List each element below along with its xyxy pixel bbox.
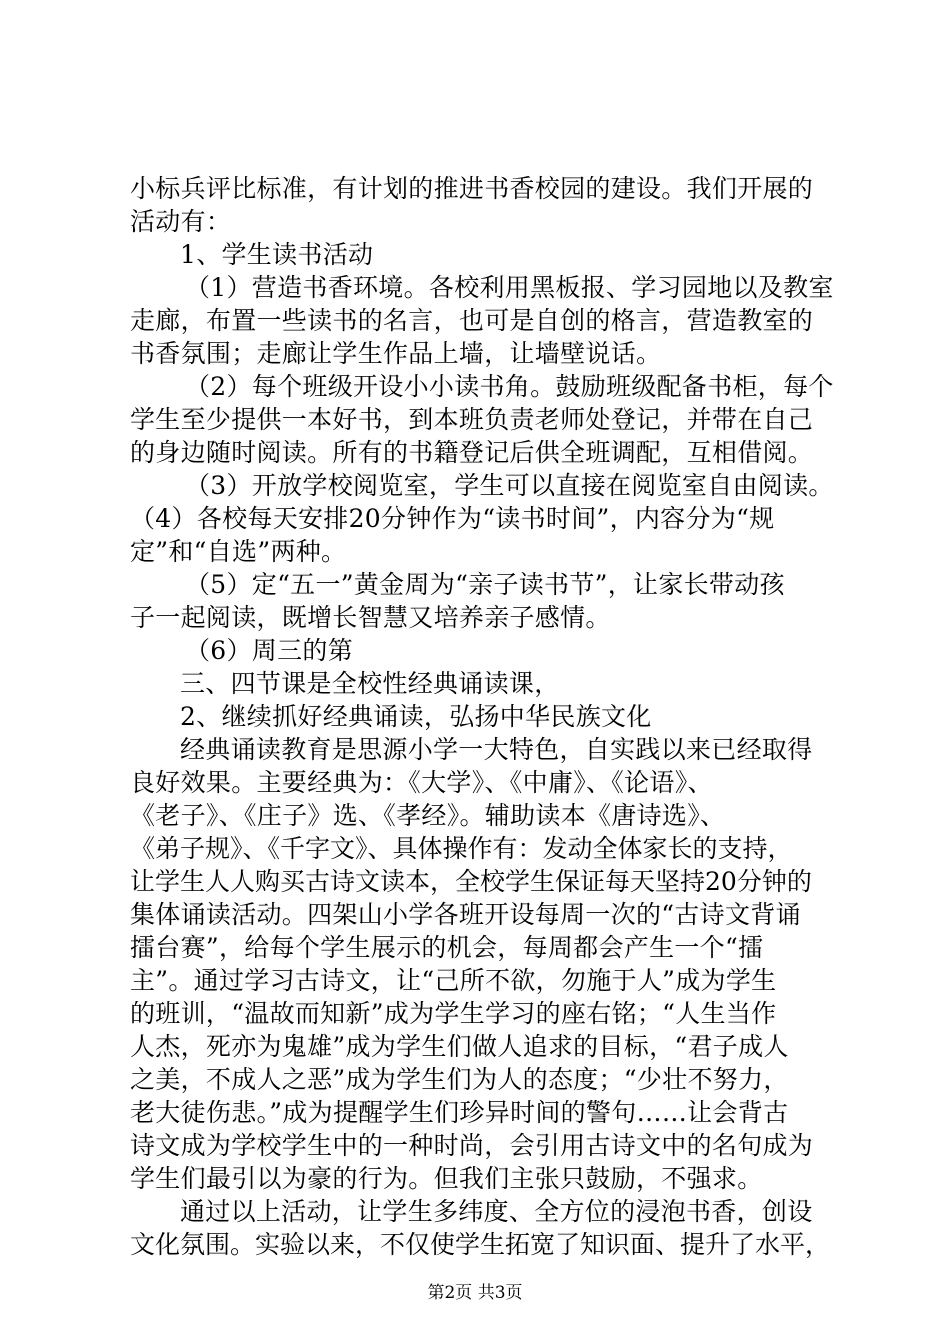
text-line: 老大徒伤悲。”成为提醒学生们珍异时间的警句……让会背古 [130,1098,789,1127]
text-line: 良好效果。主要经典为：《大学》、《中庸》、《论语》、 [130,768,713,797]
text-line: 让学生人人购买古诗文读本，全校学生保证每天坚持20分钟的 [130,867,812,896]
text-line: 的身边随时阅读。所有的书籍登记后供全班调配，互相借阅。 [130,438,814,467]
text-line: 之美，不成人之恶”成为学生们为人的态度；“少壮不努力， [130,1065,789,1094]
section-heading: 1、学生读书活动 [180,240,374,269]
text-line: 文化氛围。实验以来，不仅使学生拓宽了知识面、提升了水平， [130,1230,831,1259]
text-line: （5）定“五一”黄金周为“亲子读书节”，让家长带动孩 [185,570,785,599]
text-line: 集体诵读活动。四架山小学各班开设每周一次的“古诗文背诵 [130,900,801,929]
text-line: 活动有： [130,207,232,236]
text-line: 《老子》、《庄子》选、《孝经》。辅助读本《唐诗选》、 [130,801,726,830]
text-line: 擂台赛”，给每个学生展示的机会，每周都会产生一个“擂 [130,933,764,962]
text-line: 人杰，死亦为鬼雄”成为学生们做人追求的目标，“君子成人 [130,1032,789,1061]
text-line: （3）开放学校阅览室，学生可以直接在阅览室自由阅读。 [185,471,834,500]
page-number-footer: 第2页 共3页 [427,1283,523,1303]
text-line: 经典诵读教育是思源小学一大特色，自实践以来已经取得 [180,735,813,764]
text-line: （1）营造书香环境。各校利用黑板报、学习园地以及教室 [185,273,834,302]
text-line: 子一起阅读，既增长智慧又培养亲子感情。 [130,603,611,632]
section-heading: 2、继续抓好经典诵读，弘扬中华民族文化 [180,702,652,731]
text-line: 主”。通过学习古诗文，让“己所不欲，勿施于人”成为学生 [130,966,777,995]
text-line: 三、四节课是全校性经典诵读课， [180,669,560,698]
text-line: 书香氛围；走廊让学生作品上墙，让墙壁说话。 [130,339,662,368]
text-line: （2）每个班级开设小小读书角。鼓励班级配备书柜，每个 [185,372,834,401]
text-line: （6）周三的第 [185,636,354,665]
text-line: 《弟子规》、《千字文》、具体操作有：发动全体家长的支持， [130,834,793,863]
text-line: 学生至少提供一本好书，到本班负责老师处登记，并带在自己 [130,405,814,434]
text-line: 通过以上活动，让学生多纬度、全方位的浸泡书香，创设 [180,1197,813,1226]
document-body [130,172,834,1261]
text-line: 的班训，“温故而知新”成为学生学习的座右铭；“人生当作 [130,999,777,1028]
text-line: 小标兵评比标准，有计划的推进书香校园的建设。我们开展的 [130,174,814,203]
text-line: 学生们最引以为豪的行为。但我们主张只鼓励，不强求。 [130,1164,763,1193]
text-line: （4）各校每天安排20分钟作为“读书时间”，内容分为“规 [130,504,775,533]
text-line: 诗文成为学校学生中的一种时尚，会引用古诗文中的名句成为 [130,1131,814,1160]
text-line: 定”和“自选”两种。 [130,537,347,566]
text-line: 走廊，布置一些读书的名言，也可是自创的格言，营造教室的 [130,306,814,335]
